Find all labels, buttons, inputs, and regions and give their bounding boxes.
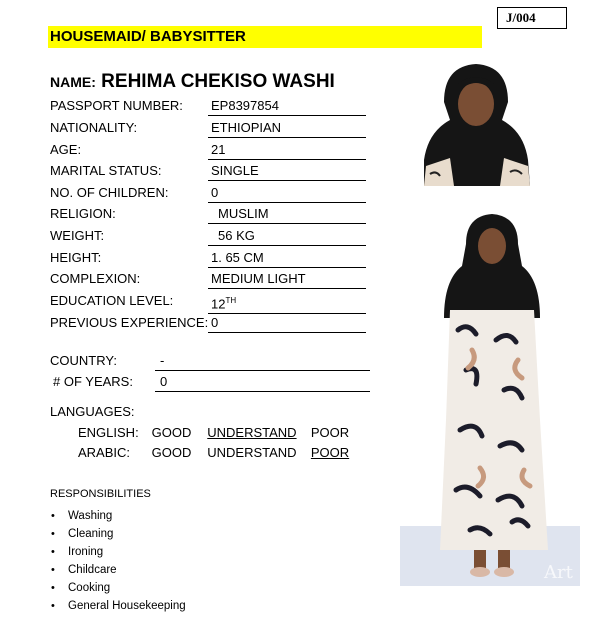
portrait-photo: [420, 62, 532, 186]
list-item: • General Housekeeping: [50, 597, 186, 615]
field-value: [208, 292, 366, 314]
language-english: [78, 425, 349, 440]
field-value: MEDIUM LIGHT: [208, 270, 366, 289]
field-value: EP8397854: [208, 97, 366, 116]
list-item: • Childcare: [50, 561, 186, 579]
field-value: 0: [208, 184, 366, 203]
list-item: • Ironing: [50, 543, 186, 561]
field-value: 0: [155, 373, 370, 392]
field-label: NATIONALITY:: [50, 120, 138, 135]
language-label: ARABIC:: [78, 445, 131, 460]
reference-code: J/004: [497, 7, 567, 29]
name-label: NAME:: [50, 74, 96, 90]
field-label: MARITAL STATUS:: [50, 163, 162, 178]
field-value: 0: [208, 314, 366, 333]
field-label: COMPLEXION:: [50, 271, 141, 286]
list-item: • Cleaning: [50, 525, 186, 543]
language-label: ENGLISH:: [78, 425, 139, 440]
field-label: AGE:: [50, 142, 82, 157]
field-value: -: [155, 352, 370, 371]
level-poor: POOR: [310, 425, 350, 440]
level-good: GOOD: [151, 445, 192, 460]
candidate-name: [50, 71, 335, 93]
list-item: • Washing: [50, 507, 186, 525]
name-value: REHIMA CHEKISO WASHI: [101, 71, 335, 92]
field-value: MUSLIM: [208, 205, 366, 224]
education-suffix: TH: [225, 296, 237, 305]
field-label: HEIGHT:: [50, 250, 102, 265]
field-label: # OF YEARS:: [53, 374, 133, 389]
list-item: • Cooking: [50, 579, 186, 597]
education-value: 12: [211, 296, 226, 312]
level-understand-selected: UNDERSTAND: [207, 425, 297, 440]
level-good: GOOD: [151, 425, 192, 440]
field-value: SINGLE: [208, 162, 366, 181]
level-poor-selected: POOR: [310, 445, 350, 460]
field-label: NO. OF CHILDREN:: [50, 185, 169, 200]
watermark-text: Art: [544, 562, 573, 583]
field-label: PASSPORT NUMBER:: [50, 98, 183, 113]
job-title: HOUSEMAID/ BABYSITTER: [48, 26, 482, 48]
field-value: ETHIOPIAN: [208, 119, 366, 138]
language-arabic: [78, 445, 349, 460]
field-label: RELIGION:: [50, 206, 116, 221]
portrait-illustration: [420, 62, 532, 186]
field-value: 21: [208, 141, 366, 160]
languages-heading: LANGUAGES:: [50, 404, 135, 419]
field-value: 1. 65 CM: [208, 249, 366, 268]
field-label: PREVIOUS EXPERIENCE:: [50, 315, 209, 330]
level-understand: UNDERSTAND: [207, 445, 297, 460]
field-label: COUNTRY:: [50, 353, 117, 368]
responsibilities-heading: RESPONSIBILITIES: [50, 488, 151, 500]
field-value: 56 KG: [208, 227, 366, 246]
field-label: EDUCATION LEVEL:: [50, 293, 174, 308]
responsibilities-list: [50, 507, 186, 615]
full-body-photo: [400, 200, 580, 586]
field-label: WEIGHT:: [50, 228, 105, 243]
full-body-illustration: [400, 200, 580, 586]
